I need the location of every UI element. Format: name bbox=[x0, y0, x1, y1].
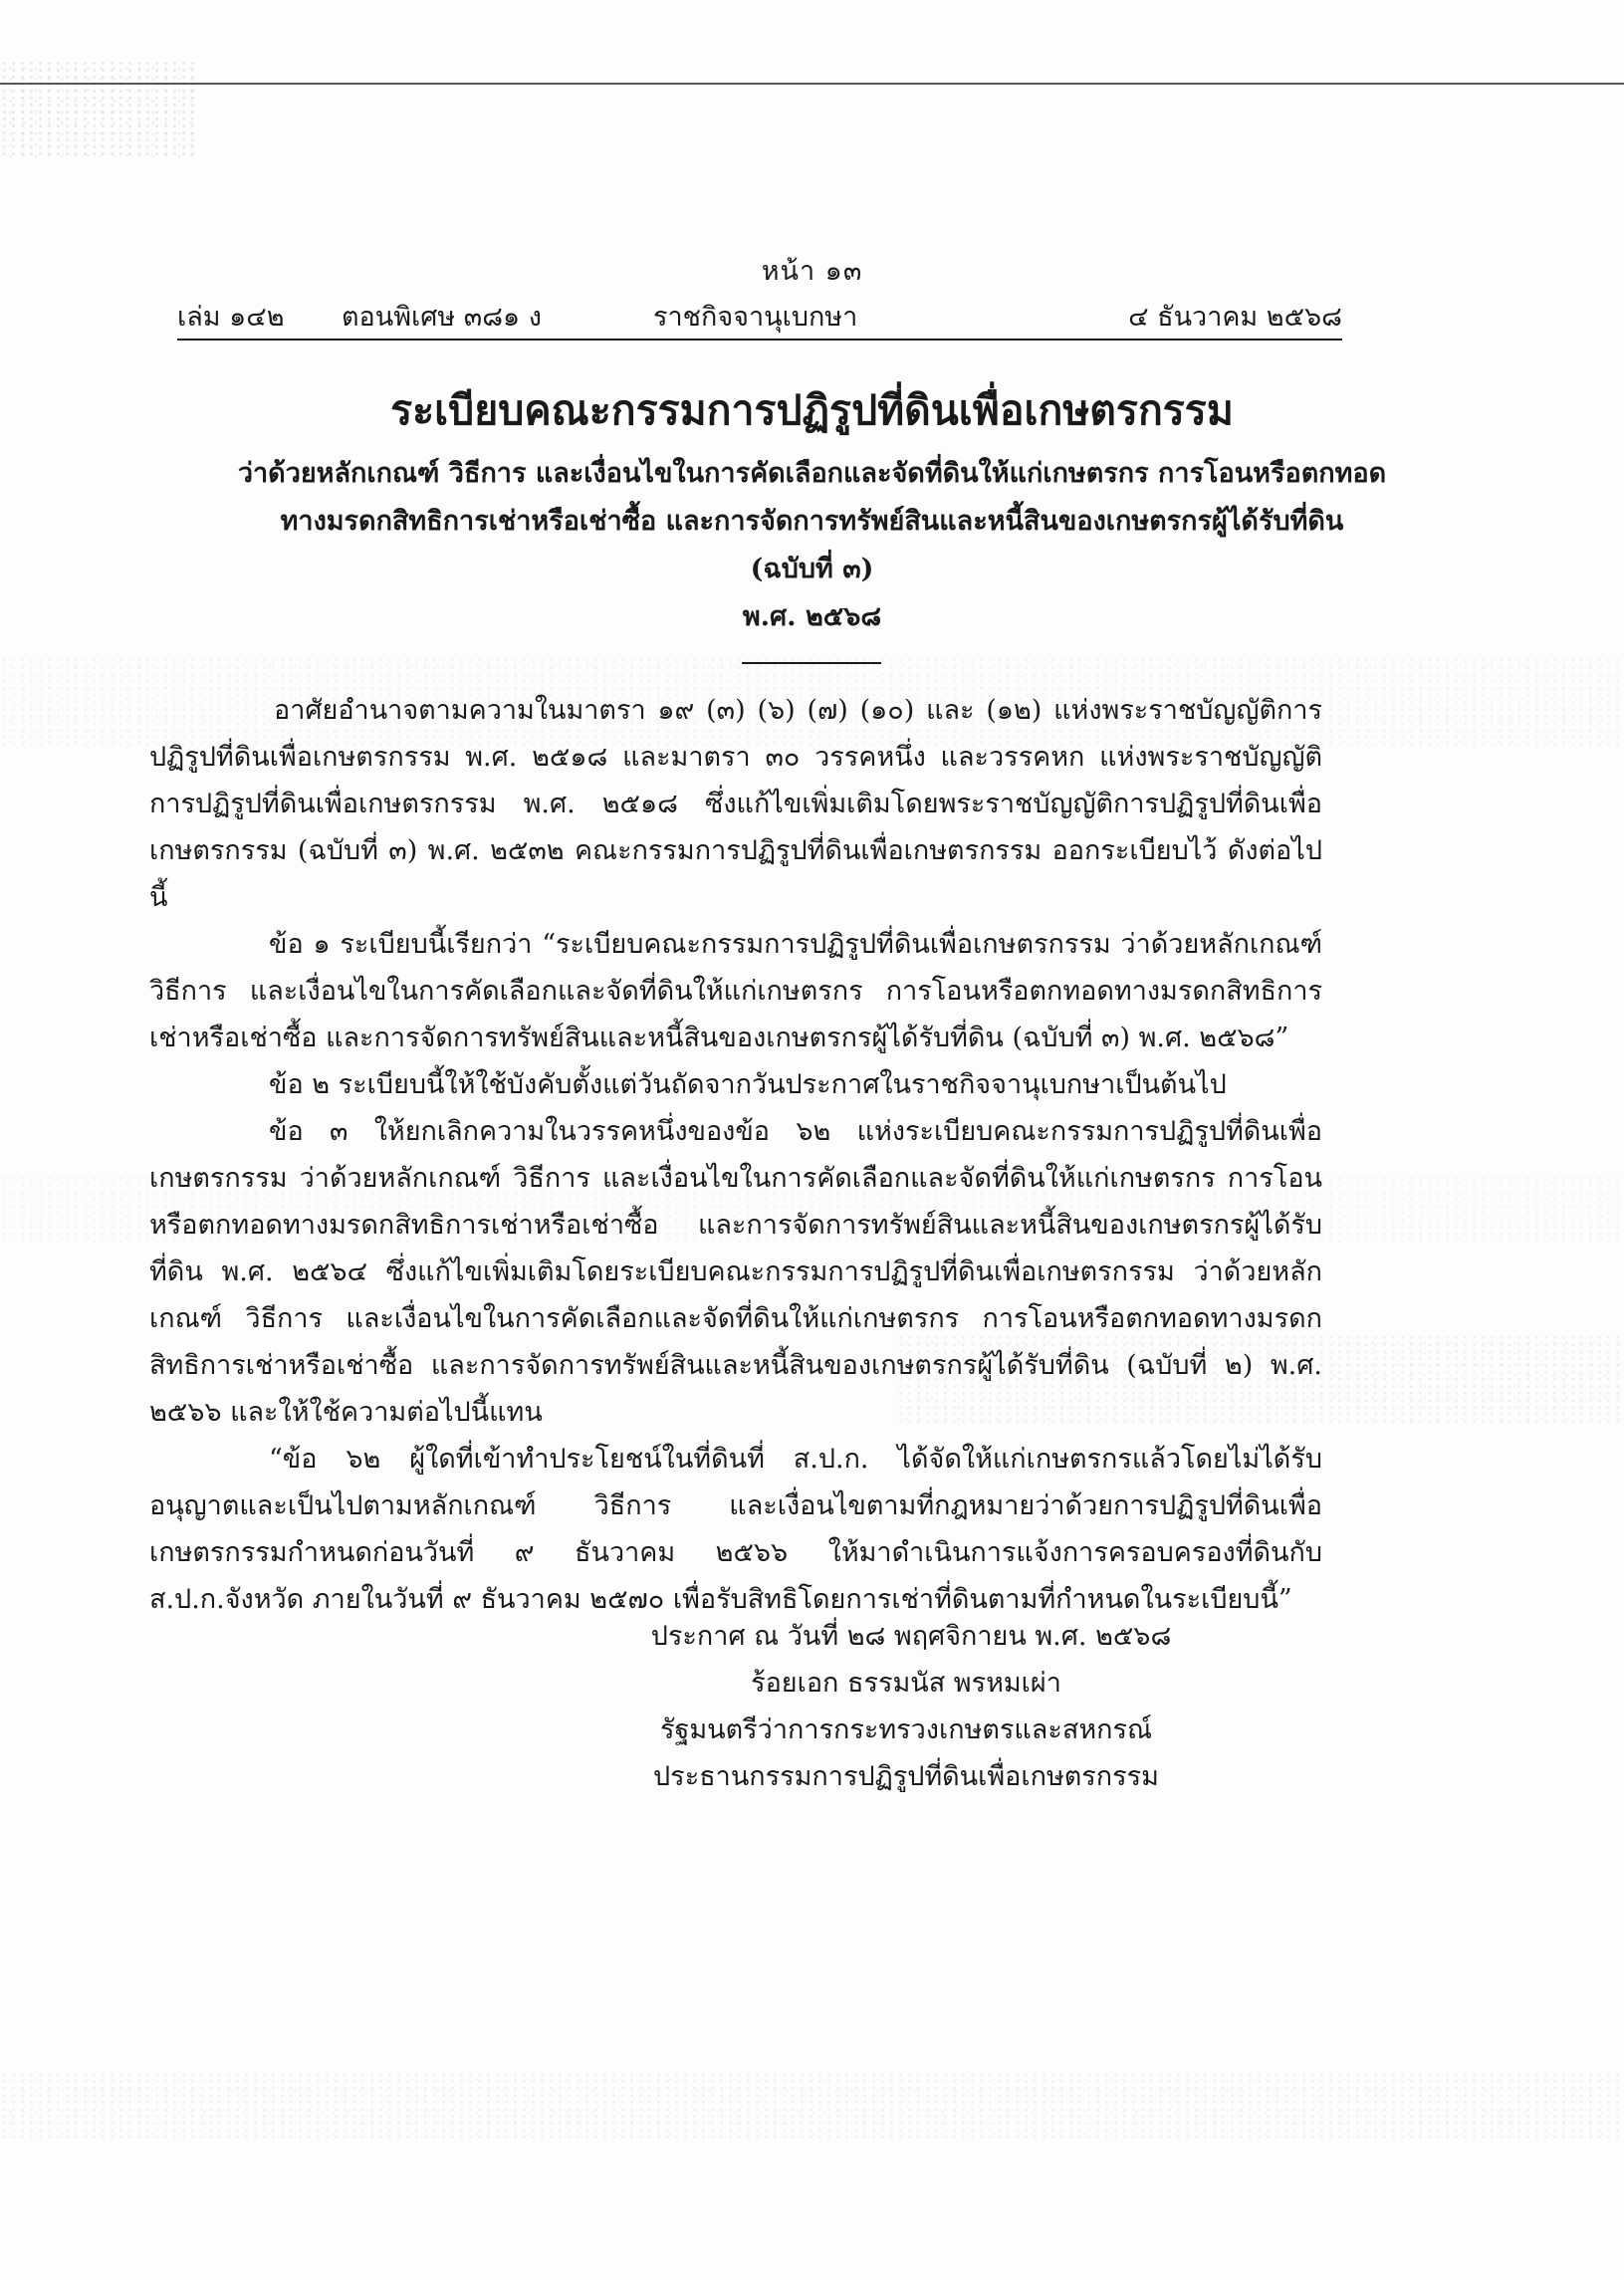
subtitle-line: ว่าด้วยหลักเกณฑ์ วิธีการ และเงื่อนไขในการคัดเลือกและจัดที่ดินให้แก่เกษตรกร การโอนหรือตกทอด bbox=[237, 458, 1387, 489]
clause-1: ข้อ ๑ ระเบียบนี้เรียกว่า “ระเบียบคณะกรรมการปฏิรูปที่ดินเพื่อเกษตรกรรม ว่าด้วยหลักเกณฑ์ วิธีการ และเงื่อนไขในการคัดเลือกและจัดที่ดินให้แก่เกษตรกร การโอนหรือตกทอดทางมรดกสิทธิการเช่าหรือเช่าซื้อ และการจัดการทรัพย์สินและหนี้สินของเกษตรกรผู้ได้รับที่ดิน (ฉบับที่ ๓) พ.ศ. ๒๕๖๘” bbox=[149, 929, 1322, 1053]
announcement-date: ประกาศ ณ วันที่ ๒๘ พฤศจิกายน พ.ศ. ๒๕๖๘ bbox=[650, 1621, 1172, 1652]
gazette-header bbox=[177, 295, 1342, 335]
clause-2: ข้อ ๒ ระเบียบนี้ให้ใช้บังคับตั้งแต่วันถัดจากวันประกาศในราชกิจจานุเบกษาเป็นต้นไป bbox=[269, 1069, 1227, 1100]
signatory-position: รัฐมนตรีว่าการกระทรวงเกษตรและสหกรณ์ bbox=[659, 1714, 1153, 1745]
clause-3: ข้อ ๓ ให้ยกเลิกความในวรรคหนึ่งของข้อ ๖๒ แห่งระเบียบคณะกรรมการปฏิรูปที่ดินเพื่อเกษตรกรรม ว่าด้วยหลักเกณฑ์ วิธีการ และเงื่อนไขในการคัดเลือกและจัดที่ดินให้แก่เกษตรกร การโอนหรือตกทอดทางมรดกสิทธิการเช่าหรือเช่าซื้อ และการจัดการทรัพย์สินและหนี้สินของเกษตรกรผู้ได้รับที่ดิน พ.ศ. ๒๕๖๔ ซึ่งแก้ไขเพิ่มเติมโดยระเบียบคณะกรรมการปฏิรูปที่ดินเพื่อเกษตรกรรม ว่าด้วยหลักเกณฑ์ วิธีการ และเงื่อนไขในการคัดเลือกและจัดที่ดินให้แก่เกษตรกร การโอนหรือตกทอดทางมรดกสิทธิการเช่าหรือเช่าซื้อ และการจัดการทรัพย์สินและหนี้สินของเกษตรกรผู้ได้รับที่ดิน (ฉบับที่ ๒) พ.ศ. ๒๕๖๖ และให้ใช้ความต่อไปนี้แทน bbox=[149, 1116, 1322, 1428]
document-body bbox=[149, 687, 1322, 1623]
gazette-issue: ตอนพิเศษ ๓๘๑ ง bbox=[342, 302, 542, 333]
subtitle-year: พ.ศ. ๒๕๖๘ bbox=[742, 601, 882, 632]
gazette-volume: เล่ม ๑๔๒ bbox=[177, 302, 285, 333]
subtitle-edition: (ฉบับที่ ๓) bbox=[750, 554, 874, 584]
signatory-name: ร้อยเอก ธรรมนัส พรหมเผ่า bbox=[751, 1668, 1061, 1699]
gazette-name: ราชกิจจานุเบกษา bbox=[653, 302, 858, 333]
scan-noise-bottom bbox=[0, 2071, 1624, 2141]
page-number: หน้า ๑๓ bbox=[761, 256, 863, 287]
document-subtitle bbox=[199, 450, 1425, 641]
clause-62: “ข้อ ๖๒ ผู้ใดที่เข้าทำประโยชน์ในที่ดินที่ ส.ป.ก. ได้จัดให้แก่เกษตรกรแล้วโดยไม่ได้รับอนุญาตและเป็นไปตามหลักเกณฑ์ วิธีการ และเงื่อนไขตามที่กฎหมายว่าด้วยการปฏิรูปที่ดินเพื่อเกษตรกรรมกำหนดก่อนวันที่ ๙ ธันวาคม ๒๕๖๖ ให้มาดำเนินการแจ้งการครอบครองที่ดินกับ ส.ป.ก.จังหวัด ภายในวันที่ ๙ ธันวาคม ๒๕๗๐ เพื่อรับสิทธิโดยการเช่าที่ดินตามที่กำหนดในระเบียบนี้” bbox=[149, 1444, 1322, 1615]
preamble-paragraph: อาศัยอำนาจตามความในมาตรา ๑๙ (๓) (๖) (๗) (๑๐) และ (๑๒) แห่งพระราชบัญญัติการปฏิรูปที่ดินเพื่อเกษตรกรรม พ.ศ. ๒๕๑๘ และมาตรา ๓๐ วรรคหนึ่ง และวรรคหก แห่งพระราชบัญญัติการปฏิรูปที่ดินเพื่อเกษตรกรรม พ.ศ. ๒๕๑๘ ซึ่งแก้ไขเพิ่มเติมโดยพระราชบัญญัติการปฏิรูปที่ดินเพื่อเกษตรกรรม (ฉบับที่ ๓) พ.ศ. ๒๕๓๒ คณะกรรมการปฏิรูปที่ดินเพื่อเกษตรกรรม ออกระเบียบไว้ ดังต่อไปนี้ bbox=[149, 695, 1322, 913]
scan-edge-line bbox=[0, 83, 1624, 85]
signatory-position-2: ประธานกรรมการปฏิรูปที่ดินเพื่อเกษตรกรรม bbox=[653, 1761, 1159, 1792]
signature-block bbox=[558, 1613, 1255, 1800]
header-rule bbox=[177, 339, 1342, 341]
title-rule bbox=[742, 662, 881, 664]
subtitle-line: ทางมรดกสิทธิการเช่าหรือเช่าซื้อ และการจัดการทรัพย์สินและหนี้สินของเกษตรกรผู้ได้รับที่ดิน bbox=[280, 506, 1344, 537]
gazette-date: ๔ ธันวาคม ๒๕๖๘ bbox=[1128, 302, 1342, 333]
document-title: ระเบียบคณะกรรมการปฏิรูปที่ดินเพื่อเกษตรกรรม bbox=[390, 386, 1234, 434]
scan-noise-top bbox=[0, 60, 199, 159]
